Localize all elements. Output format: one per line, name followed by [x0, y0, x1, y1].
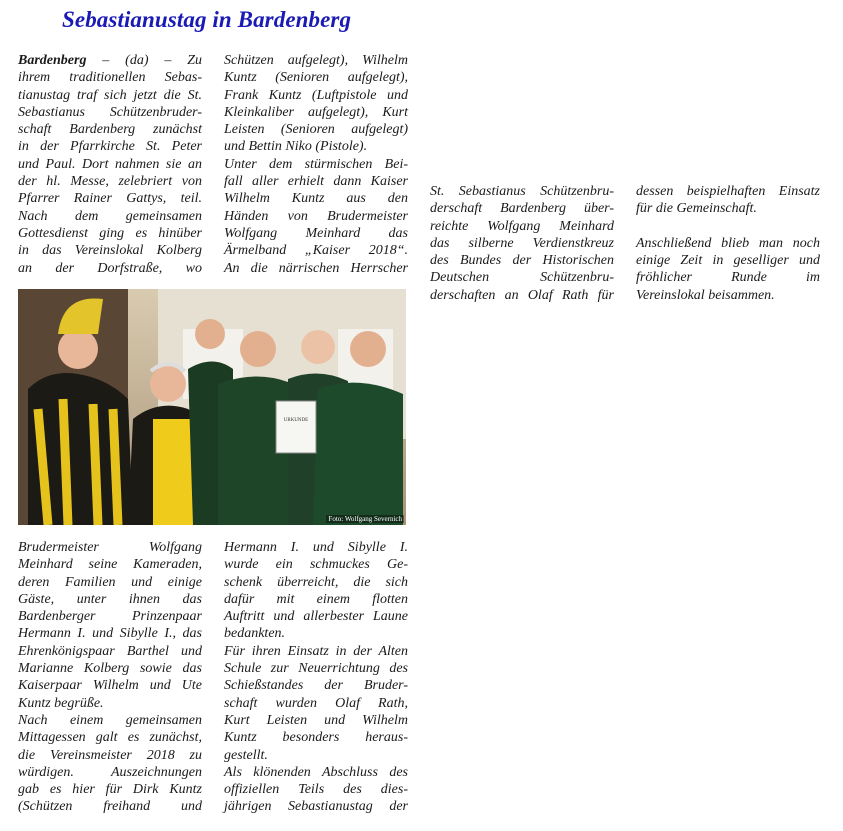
- text-line: Meinhard seine Kameraden,: [18, 557, 202, 573]
- column-right-1: [430, 183, 614, 304]
- text-line: Gäste, unter ihnen das: [18, 591, 202, 607]
- text-line: gab es hier für Dirk Kuntz: [18, 782, 202, 798]
- text-line: Kurt Leisten und Wilhelm: [224, 712, 408, 728]
- text-line: Hermann I. und Sibylle I.: [224, 540, 408, 555]
- text-line: fall aller erhielt dann Kaiser: [224, 174, 408, 190]
- text-line: reichte Wolfgang Meinhard: [430, 218, 614, 234]
- article-photo: [18, 289, 406, 525]
- text-line: Für ihren Einsatz in der Alten: [224, 643, 408, 659]
- text-line: Deutschen Schützenbru-: [430, 270, 614, 286]
- text-line: tianustag traf sich jetzt die St.: [18, 87, 202, 103]
- text-line: dessen beispielhaften Einsatz: [636, 184, 820, 199]
- text-line: der hl. Messe, zelebriert von: [18, 174, 202, 190]
- text-line: an der Dorfstraße, wo: [18, 260, 202, 276]
- text-line: Auftritt und allerbester Laune: [224, 609, 408, 625]
- text-line: [636, 218, 820, 235]
- text-line: Anschließend blieb man noch: [636, 235, 820, 251]
- text-line: ihrem traditionellen Sebas-: [18, 70, 202, 86]
- text-line: Nach dem gemeinsamen: [18, 208, 202, 224]
- text-line: des Bundes der Historischen: [430, 253, 614, 269]
- text-line: Kleinkaliber aufgelegt), Kurt: [224, 104, 408, 120]
- text-line: Kaiserpaar Wilhelm und Ute: [18, 678, 202, 694]
- text-line: gestellt.: [224, 747, 268, 763]
- text-line: Bardenberg – (da) – Zu: [18, 53, 202, 68]
- text-line: Schützen aufgelegt), Wilhelm: [224, 53, 408, 68]
- text-line: Gottesdienst ging es hinüber: [18, 225, 202, 241]
- text-line: Leisten (Senioren aufgelegt): [224, 122, 408, 138]
- text-line: Vereinslokal beisammen.: [636, 287, 775, 303]
- text-line: Kuntz begrüße.: [18, 695, 104, 711]
- text-line: schaft wurden Olaf Rath,: [224, 695, 408, 711]
- text-line: wurde ein schmuckes Ge-: [224, 557, 408, 573]
- text-line: würdigen. Auszeichnungen: [18, 764, 202, 780]
- text-line: und Paul. Dort nahmen sie an: [18, 156, 202, 172]
- text-line: Hermann I. und Sibylle I., das: [18, 626, 202, 642]
- text-line: in der Pfarrkirche St. Peter: [18, 139, 202, 155]
- text-line: Brudermeister Wolfgang: [18, 540, 202, 555]
- text-line: (Schützen freihand und: [18, 799, 202, 815]
- text-line: St. Sebastianus Schützenbru-: [430, 184, 614, 199]
- text-line: Bardenberger Prinzenpaar: [18, 609, 202, 625]
- text-line: fröhlicher Runde im: [636, 270, 820, 286]
- text-line: Schule zur Neuerrichtung des: [224, 661, 408, 677]
- column-right-2: [636, 183, 820, 304]
- text-line: Frank Kuntz (Luftpistole und: [224, 87, 408, 103]
- certificate-label: URKUNDE: [283, 418, 309, 423]
- text-line: Unter dem stürmischen Bei-: [224, 156, 408, 172]
- text-line: An die närrischen Herrscher: [224, 260, 408, 276]
- text-line: Sebastianus Schützenbruder-: [18, 104, 202, 120]
- text-line: dafür mit einem flotten: [224, 591, 408, 607]
- column-bottom-right: [224, 539, 408, 816]
- text-line: bedankten.: [224, 626, 286, 642]
- text-line: Als klönenden Abschluss des: [224, 764, 408, 780]
- text-line: schaft Bardenberg zunächst: [18, 122, 202, 138]
- text-line: jährigen Sebastianustag der: [224, 799, 408, 815]
- text-line: Schießstandes der Bruder-: [224, 678, 408, 694]
- text-line: die Vereinsmeister 2018 zu: [18, 747, 202, 763]
- text-line: einige Zeit in geselliger und: [636, 253, 820, 269]
- group-photo-image: [18, 289, 406, 525]
- text-line: für die Gemeinschaft.: [636, 201, 757, 217]
- text-line: Marianne Kolberg sowie das: [18, 661, 202, 677]
- text-line: und Bettin Niko (Pistole).: [224, 139, 368, 155]
- text-line: Nach einem gemeinsamen: [18, 712, 202, 728]
- text-line: derschaft Bardenberg über-: [430, 201, 614, 217]
- text-line: offiziellen Teils des dies-: [224, 782, 408, 798]
- text-line: in das Vereinslokal Kolberg: [18, 243, 202, 259]
- text-line: schenk überreicht, die sich: [224, 574, 408, 590]
- text-line: Mittagessen galt es zunächst,: [18, 730, 202, 746]
- text-line: das silberne Verdienstkreuz: [430, 235, 614, 251]
- text-line: Wilhelm Kuntz aus den: [224, 191, 408, 207]
- photo-credit: Foto: Wolfgang Severnich: [328, 515, 402, 523]
- text-line: deren Familien und einige: [18, 574, 202, 590]
- column-top-right: [224, 52, 408, 277]
- text-line: Ehrenkönigspaar Barthel und: [18, 643, 202, 659]
- text-line: Wolfgang Meinhard das: [224, 225, 408, 241]
- text-line: Ärmelband „Kaiser 2018“.: [224, 243, 408, 259]
- article-title: Sebastianustag in Bardenberg: [62, 7, 352, 32]
- column-bottom-left: [18, 539, 202, 816]
- column-top-left: [18, 52, 202, 277]
- text-line: Kuntz besonders heraus-: [224, 730, 408, 746]
- text-line: derschaften an Olaf Rath für: [430, 287, 614, 303]
- text-line: Kuntz (Senioren aufgelegt),: [224, 70, 408, 86]
- text-line: Händen von Brudermeister: [224, 208, 408, 224]
- text-line: Pfarrer Rainer Gattys, teil.: [18, 191, 202, 207]
